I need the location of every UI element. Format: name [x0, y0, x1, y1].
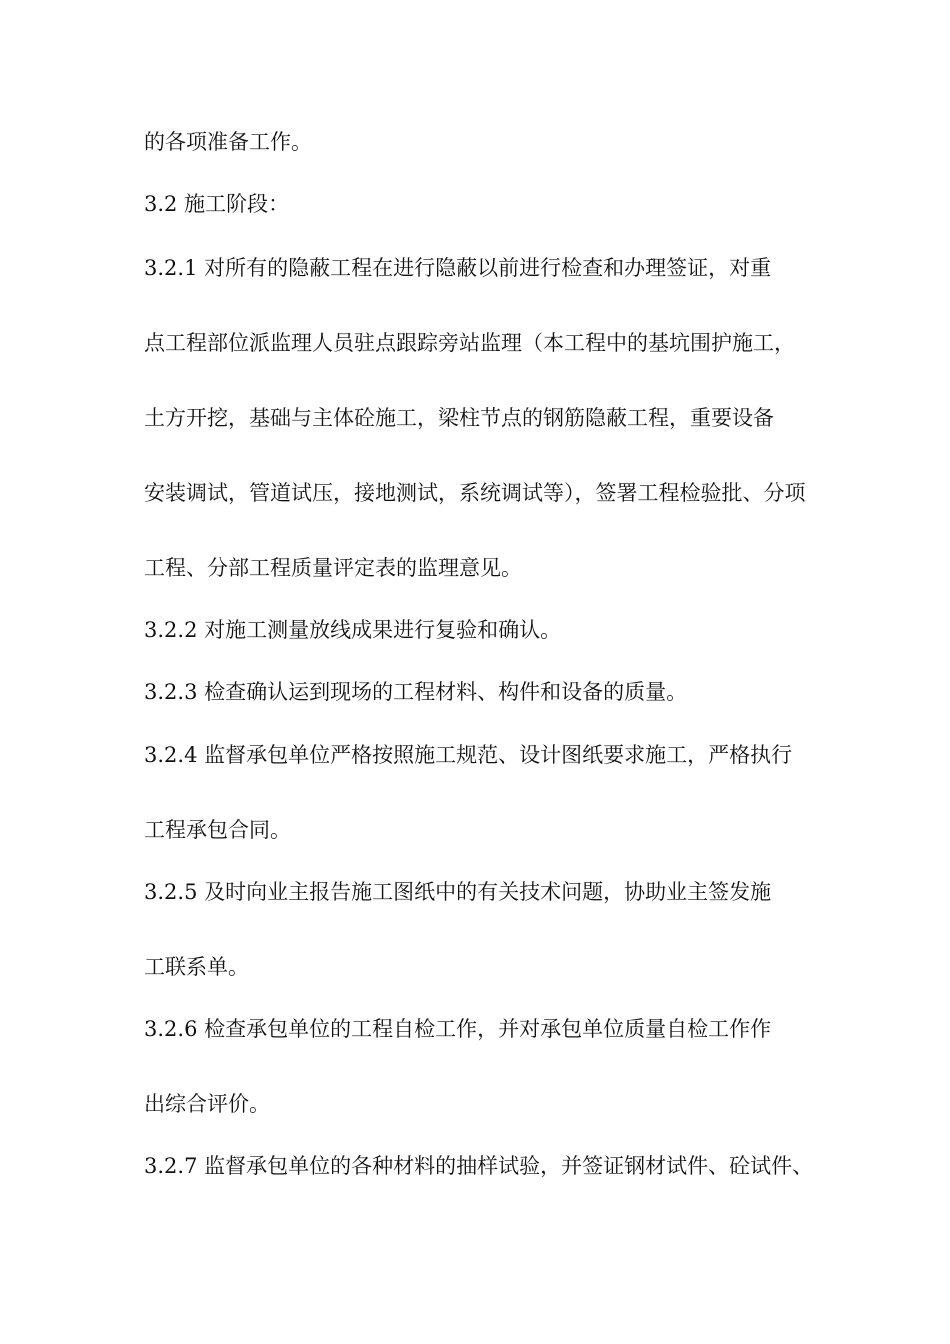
section-heading: 3.2 施工阶段：: [144, 192, 290, 216]
text-line: 工联系单。: [144, 955, 249, 979]
text-line: 3.2.3 检查确认运到现场的工程材料、构件和设备的质量。: [144, 680, 688, 704]
text-line: 安装调试，管道试压，接地测试，系统调试等），签署工程检验批、分项: [144, 481, 806, 505]
text-line: 3.2.7 监督承包单位的各种材料的抽样试验，并签证钢材试件、砼试件、: [144, 1154, 814, 1178]
text-line: 3.2.4 监督承包单位严格按照施工规范、设计图纸要求施工，严格执行: [144, 743, 793, 767]
text-line: 3.2.5 及时向业主报告施工图纸中的有关技术问题，协助业主签发施: [144, 880, 772, 904]
text-line: 3.2.1 对所有的隐蔽工程在进行隐蔽以前进行检查和办理签证，对重: [144, 256, 772, 280]
text-line: 工程承包合同。: [144, 818, 291, 842]
text-line: 土方开挖，基础与主体砼施工，梁柱节点的钢筋隐蔽工程，重要设备: [144, 406, 774, 430]
text-line: 出综合评价。: [144, 1092, 270, 1116]
text-line: 工程、分部工程质量评定表的监理意见。: [144, 556, 522, 580]
text-line: 3.2.2 对施工测量放线成果进行复验和确认。: [144, 618, 562, 642]
text-line: 点工程部位派监理人员驻点跟踪旁站监理（本工程中的基坑围护施工，: [144, 331, 795, 355]
text-line: 的各项准备工作。: [144, 130, 312, 154]
text-line: 3.2.6 检查承包单位的工程自检工作，并对承包单位质量自检工作作: [144, 1017, 772, 1041]
